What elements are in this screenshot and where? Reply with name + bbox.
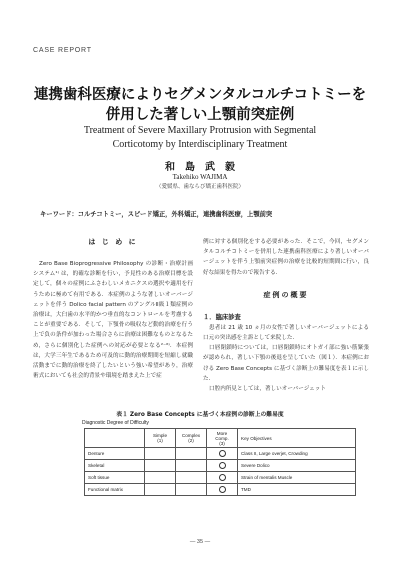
row-label: Functional matrix (85, 484, 145, 496)
circle-mark-icon (219, 450, 226, 457)
intro-body (33, 259, 193, 381)
table-cell (207, 484, 238, 496)
author-name-en: Takehiko WAJIMA (172, 173, 228, 181)
clinical-paragraph-3: 口腔内所見としては，著しいオーバージェット (209, 386, 326, 393)
case-summary-heading: 症例の概要 (263, 290, 309, 299)
circle-mark-icon (219, 474, 226, 481)
table-row (85, 460, 356, 472)
row-label: Skeletal (85, 460, 145, 472)
table-cell (145, 472, 176, 484)
left-column (33, 237, 193, 381)
table-cell (207, 472, 238, 484)
table-cell (207, 448, 238, 460)
table-row (85, 472, 356, 484)
clinical-paragraph-2: 口唇閉鎖時については，口唇閉鎖時にオトガイ部に強い筋緊張が認められ，著しい下顎の後退を呈していた（図１）．本症例における Zero Base Concepts に基づく診断上の難易度を表１に示した． (203, 345, 369, 382)
row-objective: Severe Dolico (238, 460, 356, 472)
row-label: Denture (85, 448, 145, 460)
table-header-cell: Simple (1) (145, 429, 176, 448)
table-header-cell: Key Objectives (238, 429, 356, 448)
intro-heading: は じ め に (88, 238, 138, 246)
author-name-ja: 和島武毅 (165, 162, 245, 173)
row-objective: TMD (238, 484, 356, 496)
table-cell (176, 484, 207, 496)
table-cell (176, 472, 207, 484)
table-row (85, 448, 356, 460)
page-number: — 35 — (189, 539, 211, 545)
clinical-exam-body (203, 323, 369, 394)
circle-mark-icon (219, 486, 226, 493)
author-affiliation: （愛媛県、歯ならび矯正歯科医院） (155, 184, 244, 190)
table-cell (176, 460, 207, 472)
title-en-line-1: Treatment of Severe Maxillary Protrusion with Segmental (83, 125, 317, 136)
intro-continued (203, 237, 369, 278)
row-objective: Class II, Large overjet, Crowding (238, 448, 356, 460)
right-column (203, 237, 369, 394)
circle-mark-icon (219, 462, 226, 469)
title-ja-line-2: 併用した著しい上顎前突症例 (105, 107, 295, 123)
table-cell (145, 484, 176, 496)
title-en-line-2: Corticotomy by Interdisciplinary Treatment (112, 139, 288, 150)
clinical-exam-heading: １．臨床診査 (203, 313, 241, 321)
table-header-row (85, 429, 356, 448)
table-caption: 表１ Zero Base Concepts に基づく本症例の診断上の難易度 (116, 412, 284, 418)
clinical-paragraph-1: 患者は 21 歳 10 ヵ月の女性で著しいオーバージェットによる口元の突出感を主訴として来院した． (203, 324, 369, 342)
table-cell (176, 448, 207, 460)
intro-paragraph-cont: 例に対する個別化をする必要があった．そこで，今回，セグメンタルコルチコトミーを併用した連携歯科医療により著しいオーバージェットを伴う上顎前突症例の治療を比較的短期間に行い，良好な結果を得たので報告する． (203, 239, 369, 276)
intro-paragraph: Zero Base Bioprogressive Philosophy の診断・治療計画システム¹⁾ は，的確な診断を行い，予見性のある治療目標を設定して，個々の症例にふさわしいメカニクスの選択や適用を行うために極めて有用である．本症例のような著しいオーバージェットを伴う Dolico facial pattern のアングルⅡ級１類症例の治療は，大臼歯の水平的かつ垂直的なコントロールを考慮することが重要である．そして，下顎骨の吸収など動的治療を行う上で負の条件が加わった場合さらに治療は困難なものとなるため，さらに個別化した症例への対応が必要となる²⁻⁶⁾．本症例は，大学三年生であるため可及的に動的治療期間を短縮し就職活動までに動的治療を終了したいという強い希望があり，治療術式においても社会的背景や環境を踏まえた上で症 (33, 261, 193, 380)
row-label: Soft tissue (85, 472, 145, 484)
table-header-cell: Complex (2) (176, 429, 207, 448)
table-subtitle: Diagnostic Degree of Difficulty (82, 420, 149, 426)
table-cell (207, 460, 238, 472)
table-cell (145, 448, 176, 460)
table-header-cell: More Comp. (3) (207, 429, 238, 448)
table-row (85, 484, 356, 496)
title-ja-line-1: 連携歯科医療によりセグメンタルコルチコトミーを (33, 87, 367, 103)
difficulty-table (84, 428, 356, 496)
row-objective: Strain of mentalis Muscle (238, 472, 356, 484)
table-cell (145, 460, 176, 472)
section-label: CASE REPORT (33, 47, 92, 54)
table-header-cell (85, 429, 145, 448)
keywords: キーワード：コルチコトミー，スピード矯正，外科矯正，連携歯科医療，上顎前突 (40, 211, 273, 218)
